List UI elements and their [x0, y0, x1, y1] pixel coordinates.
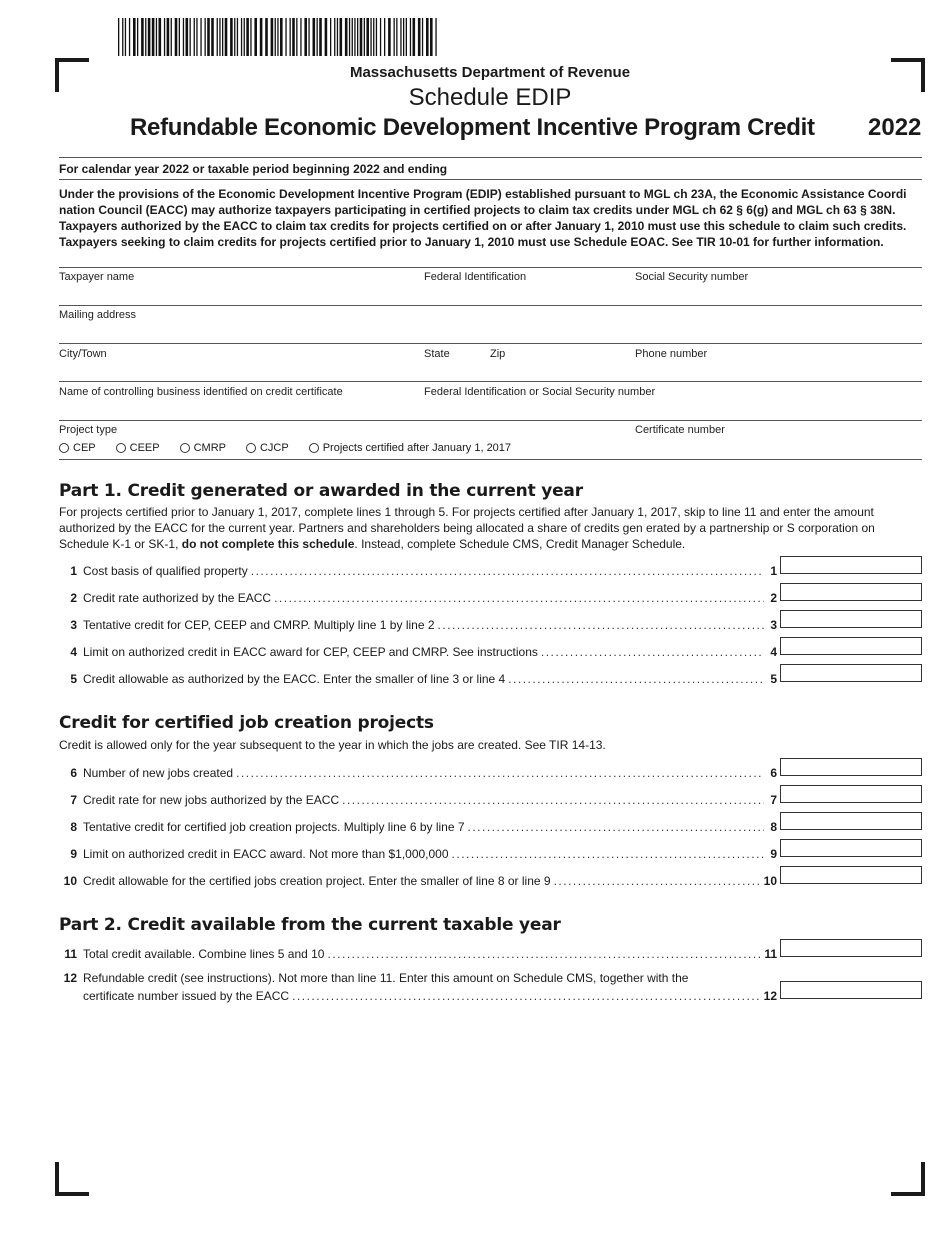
radio-circle-icon[interactable] [246, 443, 256, 453]
line-1-input[interactable] [780, 556, 922, 574]
city-field[interactable]: City/Town [59, 348, 107, 360]
line-1-row: 1 Cost basis of qualified property ..... 1 [59, 562, 777, 578]
radio-cep[interactable]: CEP [59, 442, 96, 454]
radio-circle-icon[interactable] [180, 443, 190, 453]
jobs-heading: Credit for certified job creation projects [59, 713, 434, 733]
line-2-input[interactable] [780, 583, 922, 601]
zip-field[interactable]: Zip [490, 348, 506, 360]
radio-cjcp[interactable]: CJCP [246, 442, 289, 454]
line-9-row: 9 Limit on authorized credit in EACC award. Not more than $1,000,000 ..... 9 [59, 845, 777, 861]
line-4-input[interactable] [780, 637, 922, 655]
part2-heading: Part 2. Credit available from the current taxable year [59, 915, 561, 935]
divider [59, 459, 922, 460]
line-6-input[interactable] [780, 758, 922, 776]
form-title: Refundable Economic Development Incentive Program Credit [130, 114, 815, 141]
barcode [118, 18, 438, 56]
divider [59, 343, 922, 344]
line-11-input[interactable] [780, 939, 922, 957]
line-11-row: 11 Total credit available. Combine lines 5 and 10 ..... 11 [59, 945, 777, 961]
line-5-input[interactable] [780, 664, 922, 682]
line-3-input[interactable] [780, 610, 922, 628]
radio-after-2017[interactable]: Projects certified after January 1, 2017 [309, 442, 511, 454]
program-notice: Under the provisions of the Economic Development Incentive Program (EDIP) established pursuant to MGL ch 23A, the Economic Assistance Coordi nation Council (EACC) may authorize taxpayers participating in certified projects to claim tax credits under MGL ch 62 § 6(g) and MGL ch 63 § 38N. Taxpayers authorized by the EACC to claim tax credits for projects certified on or after January 1, 2010 must use this schedule to claim such credits. Taxpayers seeking to claim credits for projects certified prior to January 1, 2010 must use Schedule EOAC. See TIR 10-01 for further information. [59, 187, 907, 249]
line-10-input[interactable] [780, 866, 922, 884]
line-9-input[interactable] [780, 839, 922, 857]
part1-intro: For projects certified prior to January 1, 2017, complete lines 1 through 5. For projects certified after January 1, 2017, skip to line 11 and enter the amount authorized by the EACC for the current year. Partners and shareholders being allocated a share of credits gen erated by a partnership or S corporation on Schedule K-1 or SK-1, do not complete this schedule. Instead, complete Schedule CMS, Credit Manager Schedule. [59, 505, 875, 551]
calendar-year-line: For calendar year 2022 or taxable period beginning 2022 and ending [59, 162, 448, 176]
line-12-row: certificate number issued by the EACC ..... 12 [59, 987, 777, 1003]
controlling-business-field[interactable]: Name of controlling business identified on credit certificate [59, 386, 343, 398]
line-12-input[interactable] [780, 981, 922, 999]
radio-circle-icon[interactable] [59, 443, 69, 453]
line-2-row: 2 Credit rate authorized by the EACC ..... 2 [59, 589, 777, 605]
jobs-intro: Credit is allowed only for the year subsequent to the year in which the jobs are created. See TIR 14-13. [59, 738, 606, 752]
line-7-input[interactable] [780, 785, 922, 803]
department-name: Massachusetts Department of Revenue [349, 64, 631, 81]
federal-id-field[interactable]: Federal Identification [424, 271, 527, 283]
form-year: 2022 [868, 114, 922, 141]
fid-or-ssn-field[interactable]: Federal Identification or Social Security number [424, 386, 656, 398]
mailing-address-field[interactable]: Mailing address [59, 309, 137, 321]
divider [59, 157, 922, 158]
corner-mark-bottom-right [891, 1162, 925, 1196]
corner-mark-bottom-left [55, 1162, 89, 1196]
divider [59, 305, 922, 306]
divider [59, 179, 922, 180]
line-7-row: 7 Credit rate for new jobs authorized by the EACC ..... 7 [59, 791, 777, 807]
schedule-name: Schedule EDIP [408, 84, 572, 111]
state-field[interactable]: State [424, 348, 450, 360]
project-type-label: Project type [59, 424, 118, 436]
part1-heading: Part 1. Credit generated or awarded in the current year [59, 481, 583, 501]
radio-cmrp[interactable]: CMRP [180, 442, 226, 454]
divider [59, 381, 922, 382]
ssn-field[interactable]: Social Security number [635, 271, 749, 283]
radio-ceep[interactable]: CEEP [116, 442, 160, 454]
radio-circle-icon[interactable] [309, 443, 319, 453]
line-12-first-row: 12 Refundable credit (see instructions). Not more than line 11. Enter this amount on Schedule CMS, together with the [63, 971, 689, 985]
line-10-row: 10 Credit allowable for the certified jobs creation project. Enter the smaller of line 8 or line 9 ..... 10 [59, 872, 777, 888]
project-type-options [59, 442, 531, 454]
taxpayer-name-field[interactable]: Taxpayer name [59, 271, 135, 283]
line-8-row: 8 Tentative credit for certified job creation projects. Multiply line 6 by line 7 ..... 8 [59, 818, 777, 834]
divider [59, 267, 922, 268]
divider [59, 420, 922, 421]
line-5-row: 5 Credit allowable as authorized by the EACC. Enter the smaller of line 3 or line 4 ..... 5 [59, 670, 777, 686]
line-8-input[interactable] [780, 812, 922, 830]
line-6-row: 6 Number of new jobs created ..... 6 [59, 764, 777, 780]
radio-circle-icon[interactable] [116, 443, 126, 453]
certificate-number-field[interactable]: Certificate number [635, 424, 725, 436]
line-4-row: 4 Limit on authorized credit in EACC award for CEP, CEEP and CMRP. See instructions ..... 4 [59, 643, 777, 659]
phone-field[interactable]: Phone number [635, 348, 708, 360]
line-3-row: 3 Tentative credit for CEP, CEEP and CMRP. Multiply line 1 by line 2 ..... 3 [59, 616, 777, 632]
